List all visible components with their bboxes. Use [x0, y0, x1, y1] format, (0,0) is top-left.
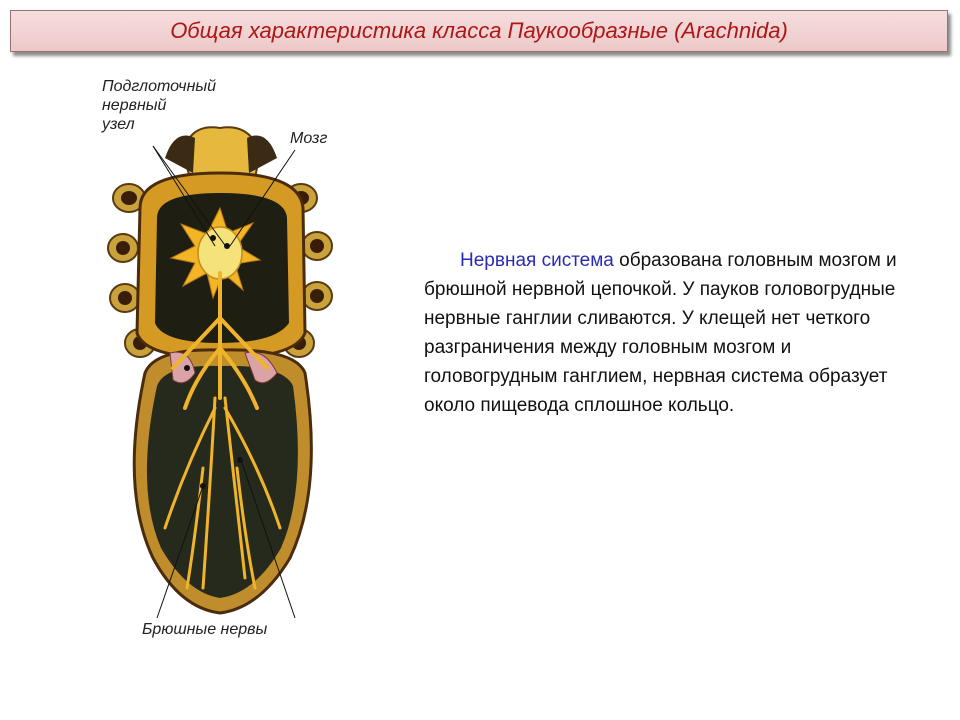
spider-nervous-system-illustration — [95, 68, 355, 658]
slide-title: Общая характеристика класса Паукообразные (Arachnida) — [170, 18, 788, 43]
label-line: Подглоточный — [102, 78, 217, 95]
label-subpharyngeal-ganglion — [102, 77, 262, 134]
highlighted-term: Нервная система — [460, 250, 614, 271]
label-line: нервный — [102, 97, 167, 114]
label-ventral-nerves: Брюшные нервы — [142, 621, 268, 638]
title-bar — [10, 10, 948, 52]
paragraph-text: образована головным мозгом и брюшной нервной цепочкой. У пауков головогрудные нервные ганглии сливаются. У клещей нет четкого разграничения между головным мозгом и головогрудным ганглием, нервная система образует около пищевода сплошное кольцо. — [424, 250, 897, 416]
label-brain: Мозг — [290, 130, 328, 147]
label-line: узел — [102, 116, 135, 133]
body-paragraph — [424, 246, 924, 420]
